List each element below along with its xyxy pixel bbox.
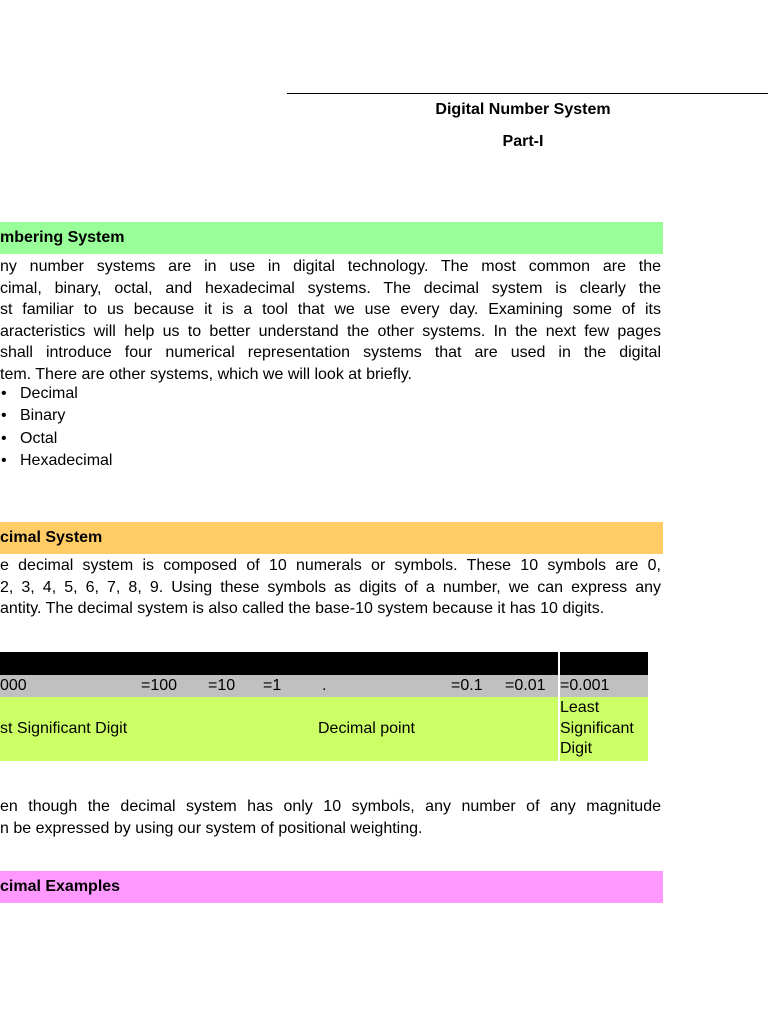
decimal-paragraph: [0, 555, 661, 620]
section-heading-decimal-text: cimal System: [0, 529, 103, 546]
paragraph-line: en though the decimal system has only 10 symbols, any number of any magnitude: [0, 798, 661, 815]
paragraph-line: ny number systems are in use in digital technology. The most common are the: [0, 258, 661, 275]
weight-cell: =0.1: [451, 675, 505, 697]
paragraph-line: n be expressed by using our system of positional weighting.: [0, 819, 423, 837]
paragraph-line: 2, 3, 4, 5, 6, 7, 8, 9. Using these symbols as digits of a number, we can express any: [0, 578, 661, 596]
table-row: [0, 652, 648, 675]
header-rule: [287, 93, 768, 94]
table-row: [0, 675, 648, 697]
decimal-point-label: Decimal point: [318, 697, 559, 761]
least-significant-label: Least Significant Digit: [559, 697, 648, 761]
weight-cell: =0.001: [559, 675, 648, 697]
paragraph-line: antity. The decimal system is also called the base-10 system because it has 10 digits.: [0, 600, 605, 618]
weight-cell: .: [318, 675, 451, 697]
section-heading-decimal: [0, 522, 663, 554]
weight-cell: =100: [141, 675, 208, 697]
section-heading-numbering-text: mbering System: [0, 229, 125, 246]
paragraph-line: st familiar to us because it is a tool that we use every day. Examining some of its: [0, 301, 661, 319]
positional-weights-table: [0, 652, 648, 761]
list-item: • Octal: [0, 428, 112, 450]
numbering-paragraph: [0, 256, 661, 386]
document-part: Part-I: [502, 133, 544, 150]
list-item: • Hexadecimal: [0, 450, 112, 472]
list-item: • Decimal: [0, 383, 112, 405]
weight-cell: =10: [208, 675, 263, 697]
table-row: [0, 697, 648, 761]
paragraph-line: aracteristics will help us to better understand the other systems. In the next few pages: [0, 322, 661, 340]
document-title: Digital Number System: [435, 101, 611, 118]
weight-cell: 000: [0, 675, 141, 697]
section-heading-examples: [0, 871, 663, 903]
weight-cell: =0.01: [505, 675, 559, 697]
most-significant-label: st Significant Digit: [0, 697, 318, 761]
number-systems-list: [0, 383, 112, 472]
paragraph-line: shall introduce four numerical representation systems that are used in the digital: [0, 344, 661, 362]
paragraph-line: e decimal system is composed of 10 numerals or symbols. These 10 symbols are 0,: [0, 557, 661, 574]
section-heading-examples-text: cimal Examples: [0, 878, 121, 895]
list-item: • Binary: [0, 405, 112, 427]
section-heading-numbering: [0, 222, 663, 254]
magnitude-paragraph: [0, 796, 661, 839]
paragraph-line: tem. There are other systems, which we will look at briefly.: [0, 365, 412, 383]
weight-cell: =1: [263, 675, 318, 697]
paragraph-line: cimal, binary, octal, and hexadecimal systems. The decimal system is clearly the: [0, 279, 661, 297]
